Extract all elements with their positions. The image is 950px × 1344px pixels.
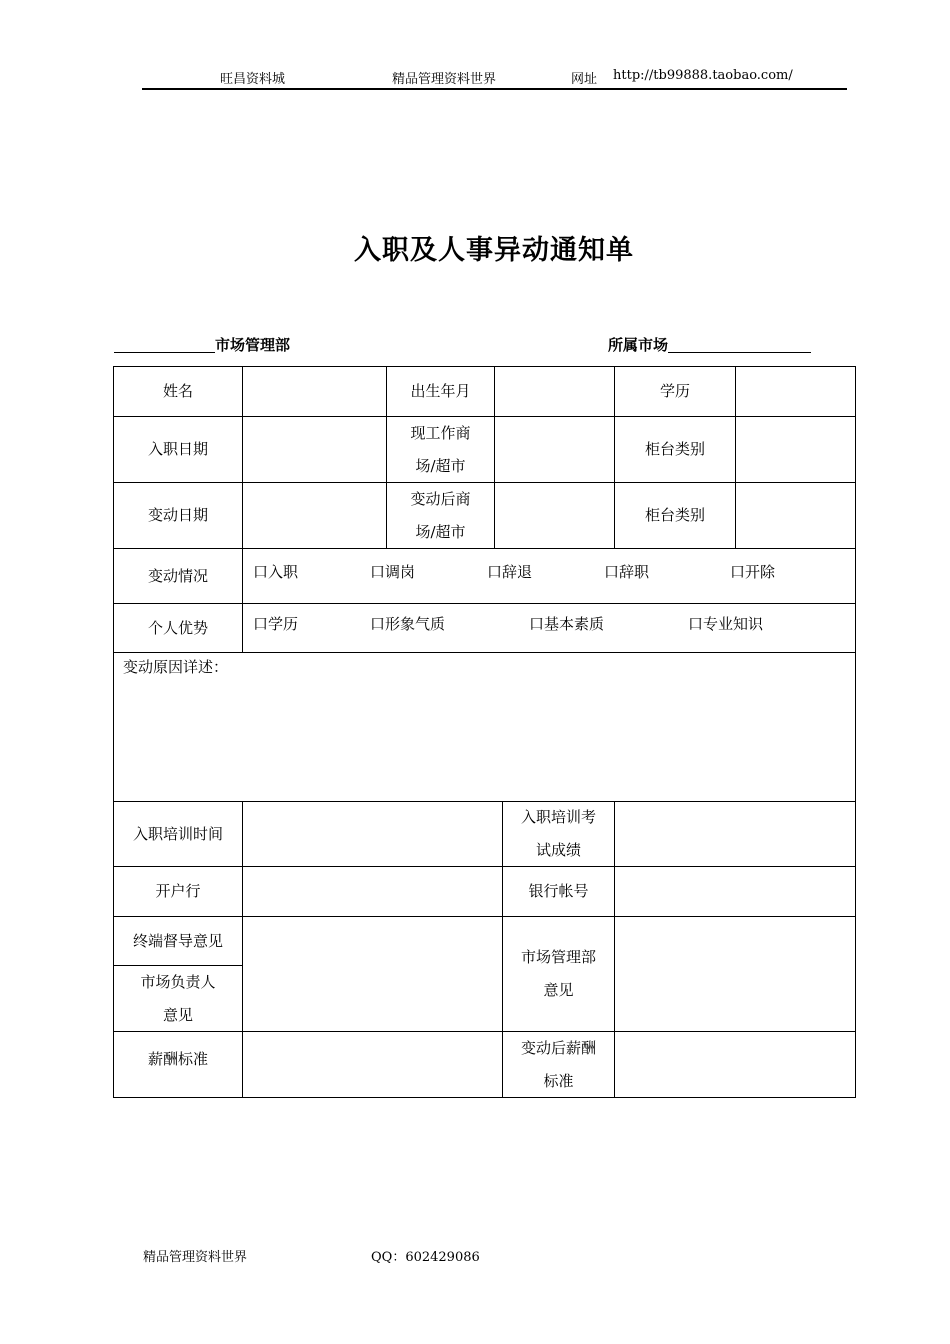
market-head-label-line2: 意见 [162, 1005, 193, 1024]
counter-type-label-2: 柜台类别 [644, 506, 705, 524]
table-border [113, 652, 856, 653]
after-store-label-line2: 场/超市 [415, 522, 466, 541]
department-line [114, 334, 290, 355]
option-appearance[interactable]: 口形象气质 [370, 615, 446, 633]
table-border [113, 1097, 856, 1098]
option-basic-quality[interactable]: 口基本素质 [529, 615, 605, 633]
current-store-field[interactable] [495, 417, 614, 482]
after-salary-label [503, 1032, 614, 1097]
salary-field[interactable] [243, 1032, 502, 1097]
current-store-label-line2: 场/超市 [415, 456, 466, 475]
form-title: 入职及人事异动通知单 [354, 235, 634, 266]
exam-score-label [503, 802, 614, 866]
exam-score-label-line2: 试成绩 [535, 841, 581, 859]
name-label: 姓名 [162, 382, 193, 400]
footer-qq: QQ：602429086 [371, 1250, 480, 1265]
opinion-field[interactable] [243, 917, 502, 1031]
bank-label: 开户行 [155, 882, 201, 900]
header-shop: 旺昌资料城 [220, 72, 286, 87]
market-line [608, 334, 811, 355]
dept-opinion-label-line1: 市场管理部 [520, 948, 596, 966]
market-blank[interactable] [668, 334, 811, 353]
exam-score-field[interactable] [615, 802, 855, 866]
counter-type-field-2[interactable] [736, 483, 855, 548]
table-border [855, 366, 856, 1098]
footer-world: 精品管理资料世界 [143, 1250, 248, 1265]
option-dismissal[interactable]: 口辞退 [487, 563, 533, 581]
dept-opinion-field[interactable] [615, 917, 855, 1031]
header-world: 精品管理资料世界 [392, 72, 497, 87]
department-blank[interactable] [114, 334, 215, 353]
salary-label: 薪酬标准 [147, 1050, 208, 1068]
after-salary-label-line2: 标准 [543, 1071, 574, 1090]
account-field[interactable] [615, 867, 855, 916]
market-label: 所属市场 [608, 336, 669, 354]
birth-field[interactable] [495, 367, 614, 416]
supervisor-opinion-label: 终端督导意见 [132, 931, 223, 950]
birth-label: 出生年月 [410, 382, 471, 400]
current-store-label [387, 417, 494, 482]
market-head-opinion-label [114, 966, 242, 1031]
after-salary-label-line1: 变动后薪酬 [520, 1038, 596, 1057]
option-education[interactable]: 口学历 [253, 615, 299, 633]
education-label: 学历 [659, 382, 690, 400]
exam-score-label-line1: 入职培训考 [520, 808, 596, 826]
current-store-label-line1: 现工作商 [410, 423, 471, 442]
counter-type-label: 柜台类别 [644, 440, 705, 458]
market-head-label-line1: 市场负责人 [140, 972, 216, 991]
department-label: 市场管理部 [215, 336, 291, 354]
dept-opinion-label [503, 917, 614, 1031]
change-date-label: 变动日期 [147, 506, 208, 524]
entry-date-label: 入职日期 [147, 440, 208, 458]
header-url-label: 网址 [571, 72, 598, 87]
counter-type-field[interactable] [736, 417, 855, 482]
after-store-label-line1: 变动后商 [410, 489, 471, 508]
entry-date-field[interactable] [243, 417, 386, 482]
education-field[interactable] [736, 367, 855, 416]
option-professional-knowledge[interactable]: 口专业知识 [688, 615, 764, 633]
page-header [142, 64, 847, 90]
after-store-field[interactable] [495, 483, 614, 548]
option-expulsion[interactable]: 口开除 [730, 563, 776, 581]
option-transfer[interactable]: 口调岗 [370, 563, 416, 581]
change-date-field[interactable] [243, 483, 386, 548]
name-field[interactable] [243, 367, 386, 416]
option-entry[interactable]: 口入职 [253, 563, 299, 581]
training-time-field[interactable] [243, 802, 502, 866]
dept-opinion-label-line2: 意见 [543, 981, 574, 999]
table-border [242, 548, 243, 653]
after-store-label [387, 483, 494, 548]
bank-field[interactable] [243, 867, 502, 916]
advantages-label: 个人优势 [147, 618, 208, 637]
change-reason-field[interactable] [114, 680, 855, 800]
account-label: 银行帐号 [528, 882, 589, 900]
change-status-label: 变动情况 [147, 566, 208, 585]
option-resignation[interactable]: 口辞职 [604, 563, 650, 581]
training-time-label: 入职培训时间 [132, 824, 223, 843]
change-reason-label: 变动原因详述： [123, 658, 229, 676]
header-url: http://tb99888.taobao.com/ [613, 68, 793, 83]
after-salary-field[interactable] [615, 1032, 855, 1097]
